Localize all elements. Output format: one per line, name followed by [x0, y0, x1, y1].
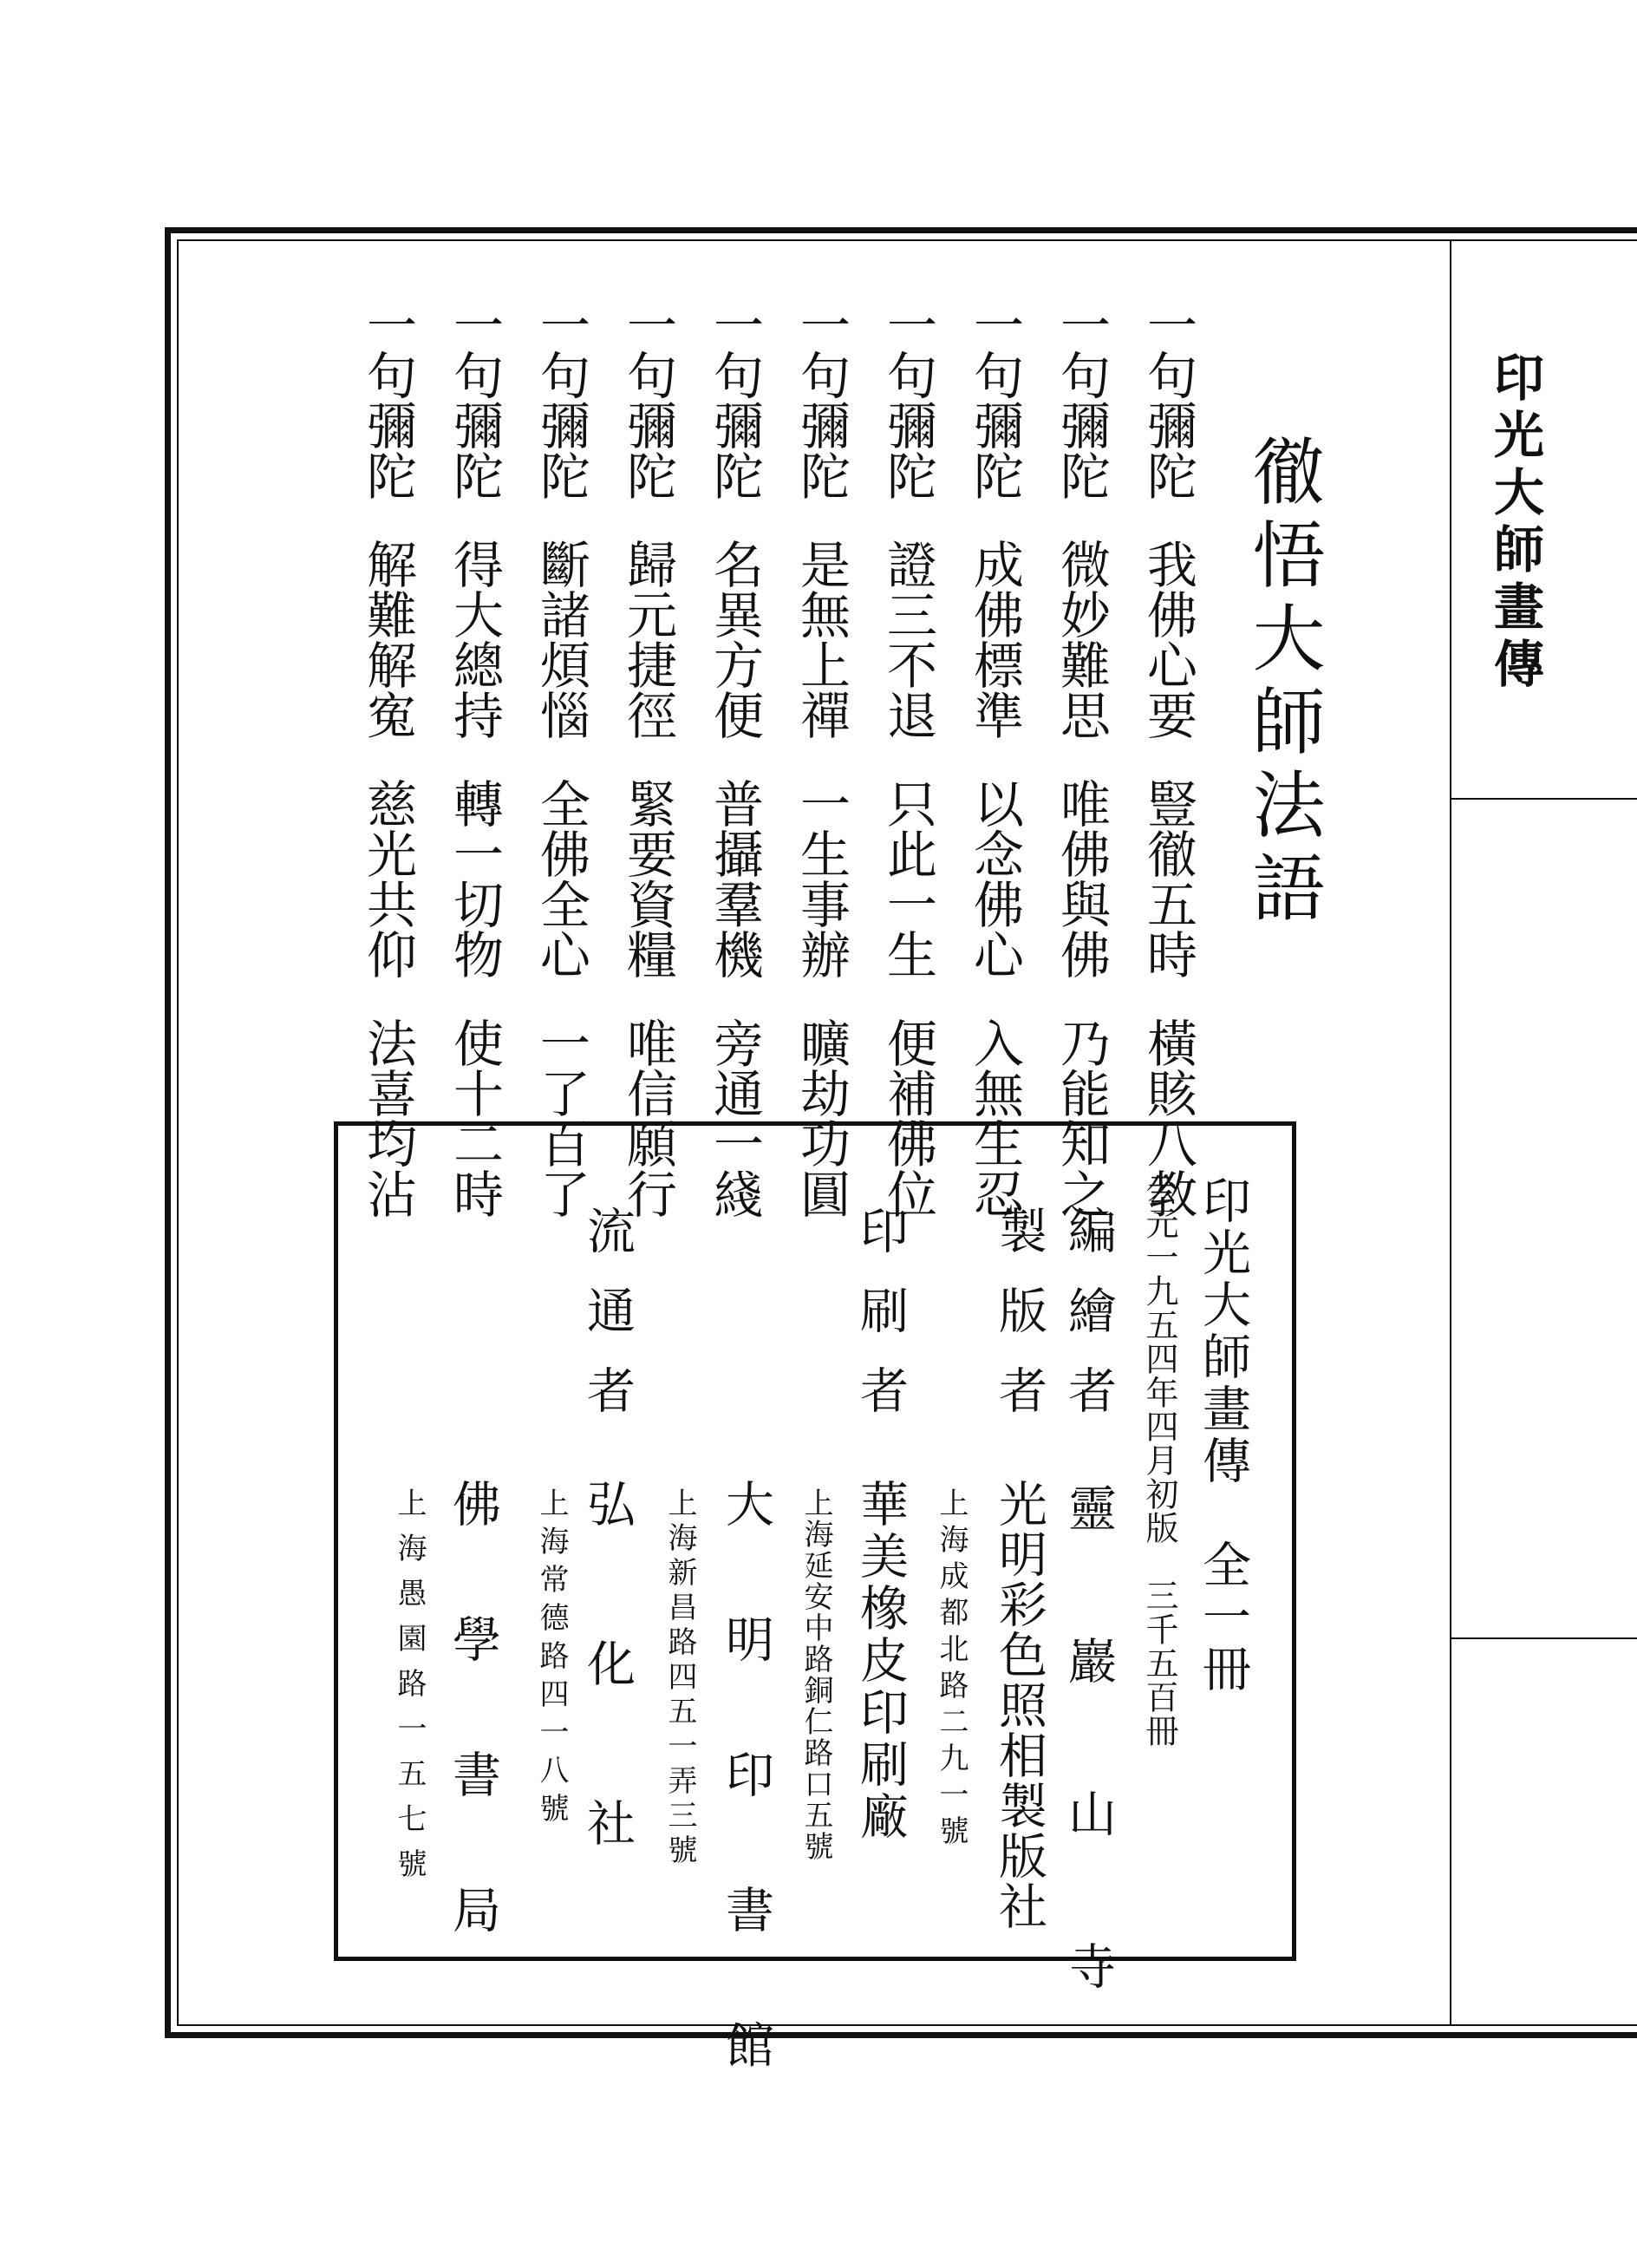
verse-phrase: 曠劫功圓 — [792, 1017, 851, 1219]
verse-phrase: 使十二時 — [445, 1017, 504, 1219]
spine-divider — [1450, 239, 1451, 2026]
distributor-role: 流通者 — [579, 1206, 636, 1445]
verse-phrase: 一句彌陀 — [445, 299, 504, 500]
verse-phrase: 一句彌陀 — [532, 299, 590, 500]
verse-phrase: 是無上禪 — [792, 539, 851, 740]
verse-line — [438, 299, 511, 1219]
verse-phrase: 得大總持 — [445, 539, 504, 740]
verse-phrase: 一句彌陀 — [705, 299, 764, 500]
verse-line — [871, 299, 944, 1219]
printer-address-1: 上海延安中路銅仁路口五號 — [799, 1487, 833, 1862]
verse-phrase: 一句彌陀 — [1052, 299, 1111, 500]
verse-phrase: 一句彌陀 — [358, 299, 417, 500]
verse-line — [1045, 299, 1118, 1219]
spine-separator-bottom — [1451, 1637, 1637, 1639]
verse-phrase: 一了百了 — [532, 1017, 590, 1219]
verse-phrase: 成佛標準 — [965, 539, 1024, 740]
verse-phrase: 歸元捷徑 — [618, 539, 677, 740]
dharma-title: 徹悟大師法語 — [1241, 434, 1326, 933]
distributor-name-2: 佛 學 書 局 — [445, 1479, 501, 1952]
spine-separator-top — [1451, 798, 1637, 800]
printer-address-2: 上海新昌路四五一弄三號 — [662, 1487, 697, 1869]
verse-line — [785, 299, 858, 1219]
verse-line — [958, 299, 1031, 1219]
verse-phrase: 慈光共仰 — [358, 778, 417, 979]
plate-maker-role: 製版者 — [991, 1206, 1047, 1445]
verse-phrase: 解難解寃 — [358, 539, 417, 740]
verse-phrase: 旁通一綫 — [705, 1017, 764, 1219]
compiler-name: 靈 巖 山 寺 — [1060, 1483, 1117, 2017]
verse-line — [611, 299, 684, 1219]
colophon-edition: 公元一九五四年四月初版 三千五百冊 — [1140, 1173, 1178, 1748]
distributor-address-2: 上海愚園路一五七號 — [392, 1487, 427, 1893]
verse-phrase: 一句彌陀 — [618, 299, 677, 500]
verse-phrase: 乃能知之 — [1052, 1017, 1111, 1219]
verse-phrase: 橫賅八教 — [1138, 1017, 1197, 1219]
colophon-book-title: 印光大師畫傳 全一冊 — [1195, 1175, 1251, 1696]
verse-phrase: 緊要資糧 — [618, 778, 677, 979]
verse-phrase: 一句彌陀 — [878, 299, 937, 500]
plate-maker-address: 上海成都北路二九一號 — [934, 1487, 969, 1852]
verse-phrase: 一句彌陀 — [1138, 299, 1197, 500]
verse-phrase: 一句彌陀 — [792, 299, 851, 500]
verse-phrase: 便補佛位 — [878, 1017, 937, 1219]
verse-line — [698, 299, 771, 1219]
verse-phrase: 轉一切物 — [445, 778, 504, 979]
printer-role: 印刷者 — [852, 1206, 909, 1445]
verse-phrase: 唯信願行 — [618, 1017, 677, 1219]
verse-phrase: 豎徹五時 — [1138, 778, 1197, 979]
verse-line — [525, 299, 597, 1219]
distributor-address-1: 上海常德路四一八號 — [534, 1487, 569, 1831]
plate-maker-name: 光明彩色照相製版社 — [991, 1479, 1047, 1931]
verse-phrase: 證三不退 — [878, 539, 937, 740]
verse-phrase: 唯佛與佛 — [1052, 778, 1111, 979]
running-title: 印光大師畫傳 — [1485, 351, 1544, 695]
verse-phrase: 只此一生 — [878, 778, 937, 979]
printer-name-2: 大 明 印 書 館 — [718, 1479, 774, 2088]
verse-phrase: 入無生忍 — [965, 1017, 1024, 1219]
distributor-name-1: 弘 化 社 — [579, 1479, 636, 1878]
verse-phrase: 普攝羣機 — [705, 778, 764, 979]
verse-phrase: 全佛全心 — [532, 778, 590, 979]
printer-name-1: 華美橡皮印刷廠 — [852, 1479, 909, 1843]
verse-phrase: 微妙難思 — [1052, 539, 1111, 740]
verse-phrase: 一句彌陀 — [965, 299, 1024, 500]
verse-phrase: 以念佛心 — [965, 778, 1024, 979]
verse-phrase: 一生事辦 — [792, 778, 851, 979]
verse-phrase: 斷諸煩惱 — [532, 539, 590, 740]
verse-phrase: 名異方便 — [705, 539, 764, 740]
verse-line — [351, 299, 424, 1219]
verse-line — [1132, 299, 1204, 1219]
verse-phrase: 法喜均沾 — [358, 1017, 417, 1219]
verse-phrase: 我佛心要 — [1138, 539, 1197, 740]
compiler-role: 編繪者 — [1060, 1206, 1117, 1445]
